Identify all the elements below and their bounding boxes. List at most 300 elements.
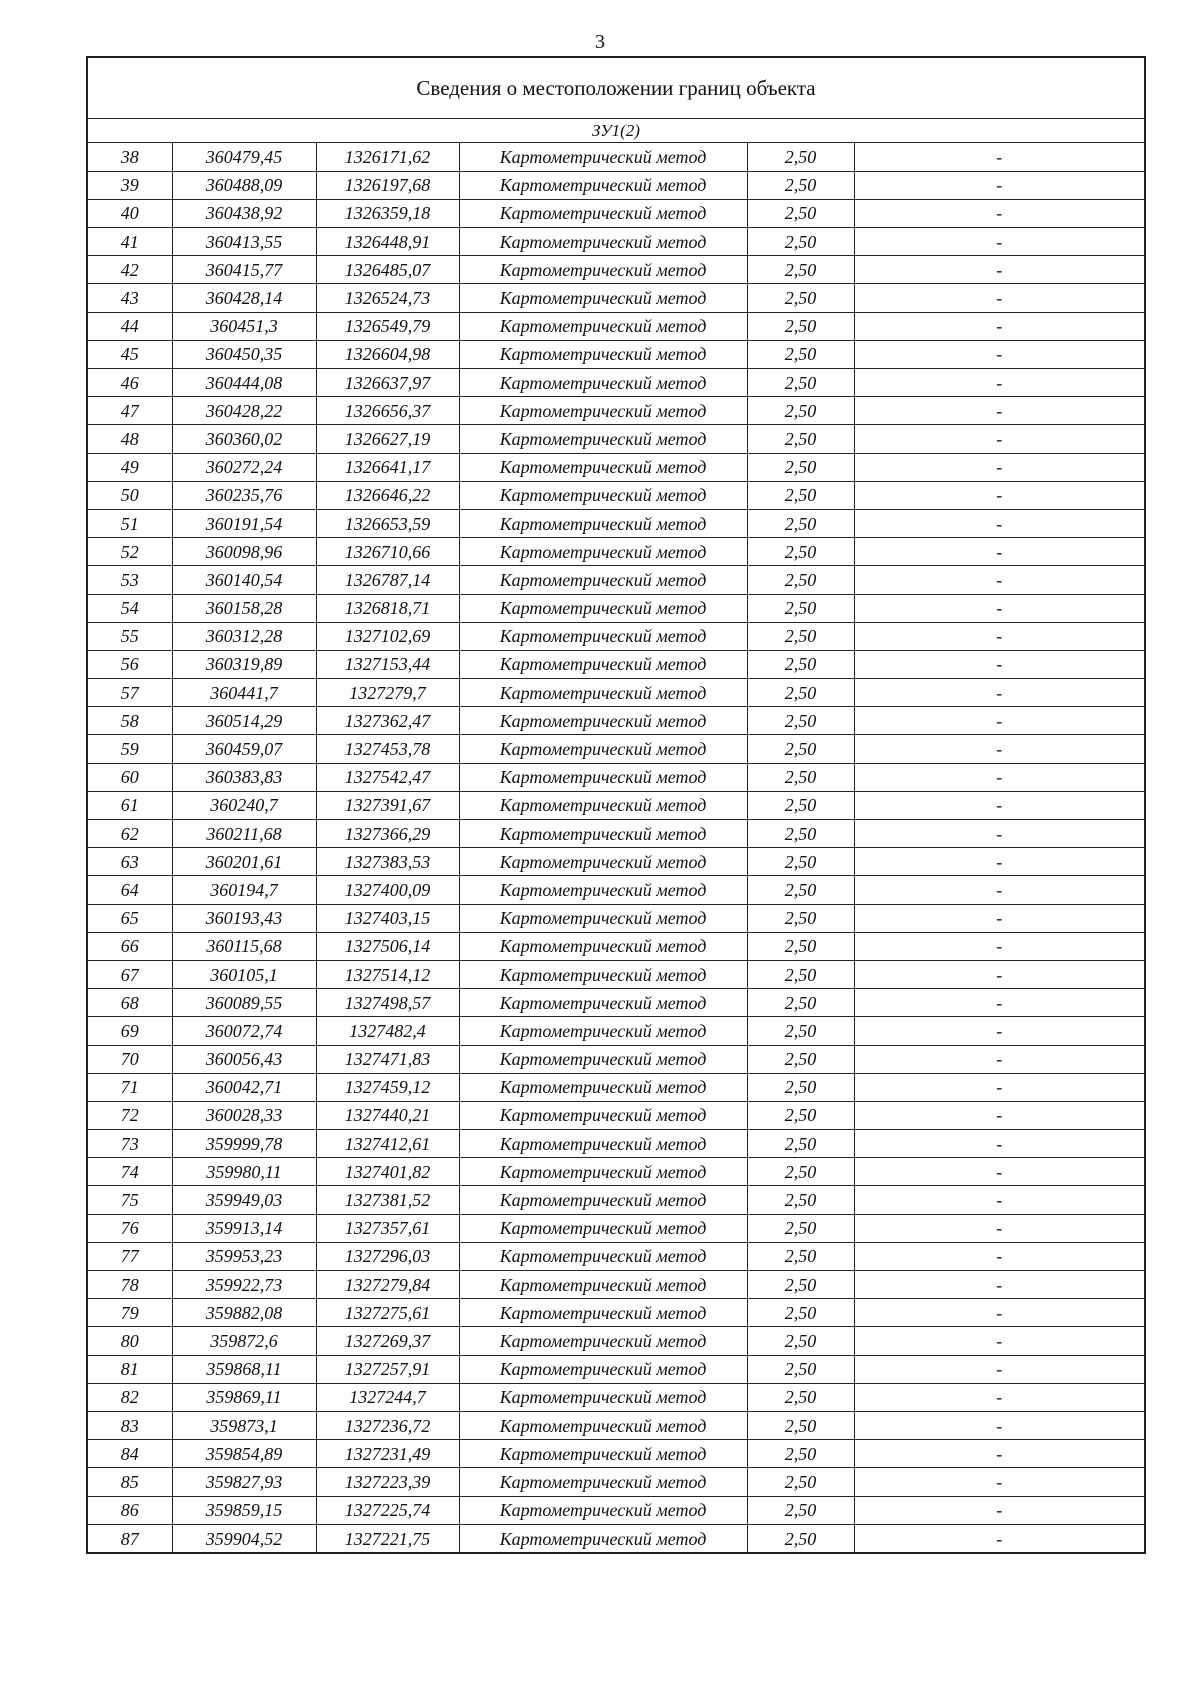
description-cell: - xyxy=(854,369,1144,397)
point-number-cell: 76 xyxy=(88,1214,172,1242)
table-row xyxy=(88,566,1144,594)
table-subtitle: ЗУ1(2) xyxy=(88,119,1144,143)
accuracy-cell: 2,50 xyxy=(747,735,854,763)
y-coordinate-cell: 1327153,44 xyxy=(316,650,459,678)
table-row xyxy=(88,1242,1144,1270)
y-coordinate-cell: 1327471,83 xyxy=(316,1045,459,1073)
y-coordinate-cell: 1327412,61 xyxy=(316,1130,459,1158)
x-coordinate-cell: 360028,33 xyxy=(172,1101,316,1129)
accuracy-cell: 2,50 xyxy=(747,1101,854,1129)
point-number-cell: 60 xyxy=(88,763,172,791)
point-number-cell: 53 xyxy=(88,566,172,594)
x-coordinate-cell: 360451,3 xyxy=(172,312,316,340)
accuracy-cell: 2,50 xyxy=(747,453,854,481)
method-cell: Картометрический метод xyxy=(459,1496,747,1524)
page-number: 3 xyxy=(595,31,605,53)
method-cell: Картометрический метод xyxy=(459,989,747,1017)
accuracy-cell: 2,50 xyxy=(747,256,854,284)
method-cell: Картометрический метод xyxy=(459,566,747,594)
description-cell: - xyxy=(854,1496,1144,1524)
method-cell: Картометрический метод xyxy=(459,1130,747,1158)
accuracy-cell: 2,50 xyxy=(747,397,854,425)
accuracy-cell: 2,50 xyxy=(747,1468,854,1496)
point-number-cell: 65 xyxy=(88,904,172,932)
accuracy-cell: 2,50 xyxy=(747,763,854,791)
point-number-cell: 73 xyxy=(88,1130,172,1158)
point-number-cell: 48 xyxy=(88,425,172,453)
accuracy-cell: 2,50 xyxy=(747,1411,854,1439)
table-row xyxy=(88,848,1144,876)
accuracy-cell: 2,50 xyxy=(747,425,854,453)
description-cell: - xyxy=(854,932,1144,960)
method-cell: Картометрический метод xyxy=(459,1242,747,1270)
method-cell: Картометрический метод xyxy=(459,509,747,537)
accuracy-cell: 2,50 xyxy=(747,1383,854,1411)
y-coordinate-cell: 1326197,68 xyxy=(316,171,459,199)
y-coordinate-cell: 1327381,52 xyxy=(316,1186,459,1214)
y-coordinate-cell: 1326637,97 xyxy=(316,369,459,397)
table-row xyxy=(88,228,1144,256)
method-cell: Картометрический метод xyxy=(459,1383,747,1411)
point-number-cell: 61 xyxy=(88,791,172,819)
table-row xyxy=(88,594,1144,622)
point-number-cell: 68 xyxy=(88,989,172,1017)
description-cell: - xyxy=(854,509,1144,537)
y-coordinate-cell: 1327542,47 xyxy=(316,763,459,791)
y-coordinate-cell: 1326448,91 xyxy=(316,228,459,256)
table-row xyxy=(88,932,1144,960)
accuracy-cell: 2,50 xyxy=(747,481,854,509)
x-coordinate-cell: 360115,68 xyxy=(172,932,316,960)
description-cell: - xyxy=(854,735,1144,763)
method-cell: Картометрический метод xyxy=(459,481,747,509)
accuracy-cell: 2,50 xyxy=(747,876,854,904)
method-cell: Картометрический метод xyxy=(459,1299,747,1327)
y-coordinate-cell: 1327482,4 xyxy=(316,1017,459,1045)
point-number-cell: 42 xyxy=(88,256,172,284)
table-row xyxy=(88,1045,1144,1073)
point-number-cell: 72 xyxy=(88,1101,172,1129)
table-row xyxy=(88,1214,1144,1242)
table-row xyxy=(88,904,1144,932)
y-coordinate-cell: 1327236,72 xyxy=(316,1411,459,1439)
method-cell: Картометрический метод xyxy=(459,1158,747,1186)
y-coordinate-cell: 1327362,47 xyxy=(316,707,459,735)
table-row xyxy=(88,1411,1144,1439)
description-cell: - xyxy=(854,199,1144,227)
y-coordinate-cell: 1327296,03 xyxy=(316,1242,459,1270)
accuracy-cell: 2,50 xyxy=(747,650,854,678)
table-row xyxy=(88,509,1144,537)
point-number-cell: 41 xyxy=(88,228,172,256)
accuracy-cell: 2,50 xyxy=(747,340,854,368)
method-cell: Картометрический метод xyxy=(459,453,747,481)
accuracy-cell: 2,50 xyxy=(747,538,854,566)
y-coordinate-cell: 1327383,53 xyxy=(316,848,459,876)
y-coordinate-cell: 1327403,15 xyxy=(316,904,459,932)
accuracy-cell: 2,50 xyxy=(747,143,854,171)
method-cell: Картометрический метод xyxy=(459,622,747,650)
accuracy-cell: 2,50 xyxy=(747,622,854,650)
y-coordinate-cell: 1327225,74 xyxy=(316,1496,459,1524)
x-coordinate-cell: 360488,09 xyxy=(172,171,316,199)
accuracy-cell: 2,50 xyxy=(747,1073,854,1101)
x-coordinate-cell: 360056,43 xyxy=(172,1045,316,1073)
point-number-cell: 59 xyxy=(88,735,172,763)
description-cell: - xyxy=(854,791,1144,819)
x-coordinate-cell: 359999,78 xyxy=(172,1130,316,1158)
table-row xyxy=(88,707,1144,735)
description-cell: - xyxy=(854,1186,1144,1214)
x-coordinate-cell: 359882,08 xyxy=(172,1299,316,1327)
table-row xyxy=(88,425,1144,453)
point-number-cell: 84 xyxy=(88,1440,172,1468)
description-cell: - xyxy=(854,340,1144,368)
table-row xyxy=(88,1524,1144,1552)
x-coordinate-cell: 360514,29 xyxy=(172,707,316,735)
table-row xyxy=(88,989,1144,1017)
table-row xyxy=(88,199,1144,227)
accuracy-cell: 2,50 xyxy=(747,960,854,988)
y-coordinate-cell: 1327244,7 xyxy=(316,1383,459,1411)
x-coordinate-cell: 360105,1 xyxy=(172,960,316,988)
y-coordinate-cell: 1326641,17 xyxy=(316,453,459,481)
table-row xyxy=(88,256,1144,284)
x-coordinate-cell: 360428,14 xyxy=(172,284,316,312)
accuracy-cell: 2,50 xyxy=(747,1524,854,1552)
y-coordinate-cell: 1327221,75 xyxy=(316,1524,459,1552)
table-row xyxy=(88,1496,1144,1524)
method-cell: Картометрический метод xyxy=(459,820,747,848)
accuracy-cell: 2,50 xyxy=(747,369,854,397)
table-row xyxy=(88,538,1144,566)
point-number-cell: 51 xyxy=(88,509,172,537)
x-coordinate-cell: 359827,93 xyxy=(172,1468,316,1496)
method-cell: Картометрический метод xyxy=(459,735,747,763)
table-row xyxy=(88,1158,1144,1186)
y-coordinate-cell: 1326653,59 xyxy=(316,509,459,537)
table-row xyxy=(88,763,1144,791)
method-cell: Картометрический метод xyxy=(459,707,747,735)
description-cell: - xyxy=(854,397,1144,425)
table-row xyxy=(88,1383,1144,1411)
x-coordinate-cell: 360193,43 xyxy=(172,904,316,932)
table-row xyxy=(88,1299,1144,1327)
x-coordinate-cell: 360240,7 xyxy=(172,791,316,819)
y-coordinate-cell: 1326524,73 xyxy=(316,284,459,312)
point-number-cell: 79 xyxy=(88,1299,172,1327)
x-coordinate-cell: 359980,11 xyxy=(172,1158,316,1186)
point-number-cell: 62 xyxy=(88,820,172,848)
description-cell: - xyxy=(854,1411,1144,1439)
x-coordinate-cell: 359859,15 xyxy=(172,1496,316,1524)
description-cell: - xyxy=(854,566,1144,594)
method-cell: Картометрический метод xyxy=(459,199,747,227)
description-cell: - xyxy=(854,453,1144,481)
accuracy-cell: 2,50 xyxy=(747,1271,854,1299)
method-cell: Картометрический метод xyxy=(459,171,747,199)
method-cell: Картометрический метод xyxy=(459,1327,747,1355)
point-number-cell: 77 xyxy=(88,1242,172,1270)
point-number-cell: 83 xyxy=(88,1411,172,1439)
description-cell: - xyxy=(854,284,1144,312)
table-row xyxy=(88,1073,1144,1101)
description-cell: - xyxy=(854,1242,1144,1270)
x-coordinate-cell: 360140,54 xyxy=(172,566,316,594)
point-number-cell: 52 xyxy=(88,538,172,566)
description-cell: - xyxy=(854,1440,1144,1468)
description-cell: - xyxy=(854,481,1144,509)
accuracy-cell: 2,50 xyxy=(747,171,854,199)
x-coordinate-cell: 360459,07 xyxy=(172,735,316,763)
description-cell: - xyxy=(854,1468,1144,1496)
description-cell: - xyxy=(854,1271,1144,1299)
accuracy-cell: 2,50 xyxy=(747,1130,854,1158)
description-cell: - xyxy=(854,989,1144,1017)
table-row xyxy=(88,481,1144,509)
y-coordinate-cell: 1327401,82 xyxy=(316,1158,459,1186)
x-coordinate-cell: 360415,77 xyxy=(172,256,316,284)
point-number-cell: 85 xyxy=(88,1468,172,1496)
x-coordinate-cell: 360042,71 xyxy=(172,1073,316,1101)
description-cell: - xyxy=(854,820,1144,848)
method-cell: Картометрический метод xyxy=(459,594,747,622)
description-cell: - xyxy=(854,622,1144,650)
accuracy-cell: 2,50 xyxy=(747,312,854,340)
method-cell: Картометрический метод xyxy=(459,1440,747,1468)
y-coordinate-cell: 1327366,29 xyxy=(316,820,459,848)
point-number-cell: 78 xyxy=(88,1271,172,1299)
method-cell: Картометрический метод xyxy=(459,369,747,397)
x-coordinate-cell: 359922,73 xyxy=(172,1271,316,1299)
accuracy-cell: 2,50 xyxy=(747,1186,854,1214)
point-number-cell: 43 xyxy=(88,284,172,312)
point-number-cell: 67 xyxy=(88,960,172,988)
point-number-cell: 70 xyxy=(88,1045,172,1073)
table-row xyxy=(88,453,1144,481)
y-coordinate-cell: 1327391,67 xyxy=(316,791,459,819)
description-cell: - xyxy=(854,1214,1144,1242)
description-cell: - xyxy=(854,848,1144,876)
accuracy-cell: 2,50 xyxy=(747,679,854,707)
accuracy-cell: 2,50 xyxy=(747,594,854,622)
description-cell: - xyxy=(854,425,1144,453)
method-cell: Картометрический метод xyxy=(459,960,747,988)
method-cell: Картометрический метод xyxy=(459,1017,747,1045)
method-cell: Картометрический метод xyxy=(459,1045,747,1073)
description-cell: - xyxy=(854,538,1144,566)
y-coordinate-cell: 1326627,19 xyxy=(316,425,459,453)
description-cell: - xyxy=(854,876,1144,904)
y-coordinate-cell: 1327440,21 xyxy=(316,1101,459,1129)
method-cell: Картометрический метод xyxy=(459,932,747,960)
method-cell: Картометрический метод xyxy=(459,284,747,312)
description-cell: - xyxy=(854,1101,1144,1129)
description-cell: - xyxy=(854,763,1144,791)
method-cell: Картометрический метод xyxy=(459,876,747,904)
point-number-cell: 44 xyxy=(88,312,172,340)
y-coordinate-cell: 1327279,7 xyxy=(316,679,459,707)
point-number-cell: 46 xyxy=(88,369,172,397)
accuracy-cell: 2,50 xyxy=(747,1242,854,1270)
y-coordinate-cell: 1327231,49 xyxy=(316,1440,459,1468)
y-coordinate-cell: 1326171,62 xyxy=(316,143,459,171)
y-coordinate-cell: 1327506,14 xyxy=(316,932,459,960)
boundary-table-sheet xyxy=(86,56,1146,1554)
point-number-cell: 58 xyxy=(88,707,172,735)
accuracy-cell: 2,50 xyxy=(747,1158,854,1186)
accuracy-cell: 2,50 xyxy=(747,791,854,819)
accuracy-cell: 2,50 xyxy=(747,284,854,312)
point-number-cell: 54 xyxy=(88,594,172,622)
x-coordinate-cell: 359904,52 xyxy=(172,1524,316,1552)
method-cell: Картометрический метод xyxy=(459,425,747,453)
point-number-cell: 69 xyxy=(88,1017,172,1045)
description-cell: - xyxy=(854,1130,1144,1158)
y-coordinate-cell: 1327357,61 xyxy=(316,1214,459,1242)
method-cell: Картометрический метод xyxy=(459,904,747,932)
point-number-cell: 64 xyxy=(88,876,172,904)
x-coordinate-cell: 359869,11 xyxy=(172,1383,316,1411)
table-row xyxy=(88,1355,1144,1383)
point-number-cell: 50 xyxy=(88,481,172,509)
description-cell: - xyxy=(854,1073,1144,1101)
point-number-cell: 82 xyxy=(88,1383,172,1411)
method-cell: Картометрический метод xyxy=(459,791,747,819)
description-cell: - xyxy=(854,1383,1144,1411)
point-number-cell: 86 xyxy=(88,1496,172,1524)
y-coordinate-cell: 1327102,69 xyxy=(316,622,459,650)
x-coordinate-cell: 360158,28 xyxy=(172,594,316,622)
y-coordinate-cell: 1326485,07 xyxy=(316,256,459,284)
method-cell: Картометрический метод xyxy=(459,538,747,566)
y-coordinate-cell: 1327498,57 xyxy=(316,989,459,1017)
method-cell: Картометрический метод xyxy=(459,1468,747,1496)
accuracy-cell: 2,50 xyxy=(747,1017,854,1045)
method-cell: Картометрический метод xyxy=(459,1101,747,1129)
accuracy-cell: 2,50 xyxy=(747,1496,854,1524)
accuracy-cell: 2,50 xyxy=(747,566,854,594)
y-coordinate-cell: 1327459,12 xyxy=(316,1073,459,1101)
y-coordinate-cell: 1327257,91 xyxy=(316,1355,459,1383)
accuracy-cell: 2,50 xyxy=(747,904,854,932)
table-row xyxy=(88,791,1144,819)
table-title: Сведения о местоположении границ объекта xyxy=(88,58,1144,119)
x-coordinate-cell: 359854,89 xyxy=(172,1440,316,1468)
method-cell: Картометрический метод xyxy=(459,650,747,678)
table-row xyxy=(88,1130,1144,1158)
x-coordinate-cell: 359949,03 xyxy=(172,1186,316,1214)
description-cell: - xyxy=(854,312,1144,340)
accuracy-cell: 2,50 xyxy=(747,989,854,1017)
table-row xyxy=(88,876,1144,904)
y-coordinate-cell: 1327279,84 xyxy=(316,1271,459,1299)
point-number-cell: 75 xyxy=(88,1186,172,1214)
method-cell: Картометрический метод xyxy=(459,1271,747,1299)
description-cell: - xyxy=(996,1528,1003,1549)
table-row xyxy=(88,1327,1144,1355)
description-cell: - xyxy=(854,256,1144,284)
x-coordinate-cell: 360450,35 xyxy=(172,340,316,368)
table-row xyxy=(88,622,1144,650)
table-row xyxy=(88,1468,1144,1496)
table-row xyxy=(88,735,1144,763)
x-coordinate-cell: 360098,96 xyxy=(172,538,316,566)
x-coordinate-cell: 360428,22 xyxy=(172,397,316,425)
point-number-cell: 81 xyxy=(88,1355,172,1383)
x-coordinate-cell: 359953,23 xyxy=(172,1242,316,1270)
x-coordinate-cell: 360413,55 xyxy=(172,228,316,256)
point-number-cell: 71 xyxy=(88,1073,172,1101)
x-coordinate-cell: 360438,92 xyxy=(172,199,316,227)
method-cell: Картометрический метод xyxy=(459,1214,747,1242)
accuracy-cell: 2,50 xyxy=(747,707,854,735)
y-coordinate-cell: 1326656,37 xyxy=(316,397,459,425)
point-number-cell: 80 xyxy=(88,1327,172,1355)
description-cell: - xyxy=(854,1355,1144,1383)
method-cell: Картометрический метод xyxy=(459,763,747,791)
method-cell: Картометрический метод xyxy=(459,143,747,171)
x-coordinate-cell: 360383,83 xyxy=(172,763,316,791)
description-cell: - xyxy=(854,1327,1144,1355)
description-cell: - xyxy=(854,904,1144,932)
accuracy-cell: 2,50 xyxy=(747,509,854,537)
point-number-cell: 57 xyxy=(88,679,172,707)
x-coordinate-cell: 359868,11 xyxy=(172,1355,316,1383)
x-coordinate-cell: 360312,28 xyxy=(172,622,316,650)
description-cell: - xyxy=(854,960,1144,988)
description-cell: - xyxy=(854,143,1144,171)
table-row xyxy=(88,1271,1144,1299)
point-number-cell: 56 xyxy=(88,650,172,678)
x-coordinate-cell: 360319,89 xyxy=(172,650,316,678)
y-coordinate-cell: 1326787,14 xyxy=(316,566,459,594)
accuracy-cell: 2,50 xyxy=(747,820,854,848)
point-number-cell: 49 xyxy=(88,453,172,481)
x-coordinate-cell: 359913,14 xyxy=(172,1214,316,1242)
table-row xyxy=(88,312,1144,340)
method-cell: Картометрический метод xyxy=(459,340,747,368)
point-number-cell: 87 xyxy=(88,1524,172,1552)
y-coordinate-cell: 1327400,09 xyxy=(316,876,459,904)
accuracy-cell: 2,50 xyxy=(747,848,854,876)
accuracy-cell: 2,50 xyxy=(747,1327,854,1355)
method-cell: Картометрический метод xyxy=(459,679,747,707)
y-coordinate-cell: 1326359,18 xyxy=(316,199,459,227)
method-cell: Картометрический метод xyxy=(459,1411,747,1439)
description-cell: - xyxy=(854,228,1144,256)
table-row xyxy=(88,397,1144,425)
point-number-cell: 40 xyxy=(88,199,172,227)
method-cell: Картометрический метод xyxy=(459,1355,747,1383)
y-coordinate-cell: 1327269,37 xyxy=(316,1327,459,1355)
description-cell: - xyxy=(854,594,1144,622)
point-number-cell: 38 xyxy=(88,143,172,171)
point-number-cell: 55 xyxy=(88,622,172,650)
point-number-cell: 66 xyxy=(88,932,172,960)
description-cell: - xyxy=(854,1017,1144,1045)
x-coordinate-cell: 360235,76 xyxy=(172,481,316,509)
table-row xyxy=(88,1017,1144,1045)
description-cell: - xyxy=(854,1158,1144,1186)
y-coordinate-cell: 1327453,78 xyxy=(316,735,459,763)
point-number-cell: 47 xyxy=(88,397,172,425)
x-coordinate-cell: 360072,74 xyxy=(172,1017,316,1045)
method-cell: Картометрический метод xyxy=(459,848,747,876)
point-number-cell: 45 xyxy=(88,340,172,368)
table-row xyxy=(88,171,1144,199)
method-cell: Картометрический метод xyxy=(459,1524,747,1552)
